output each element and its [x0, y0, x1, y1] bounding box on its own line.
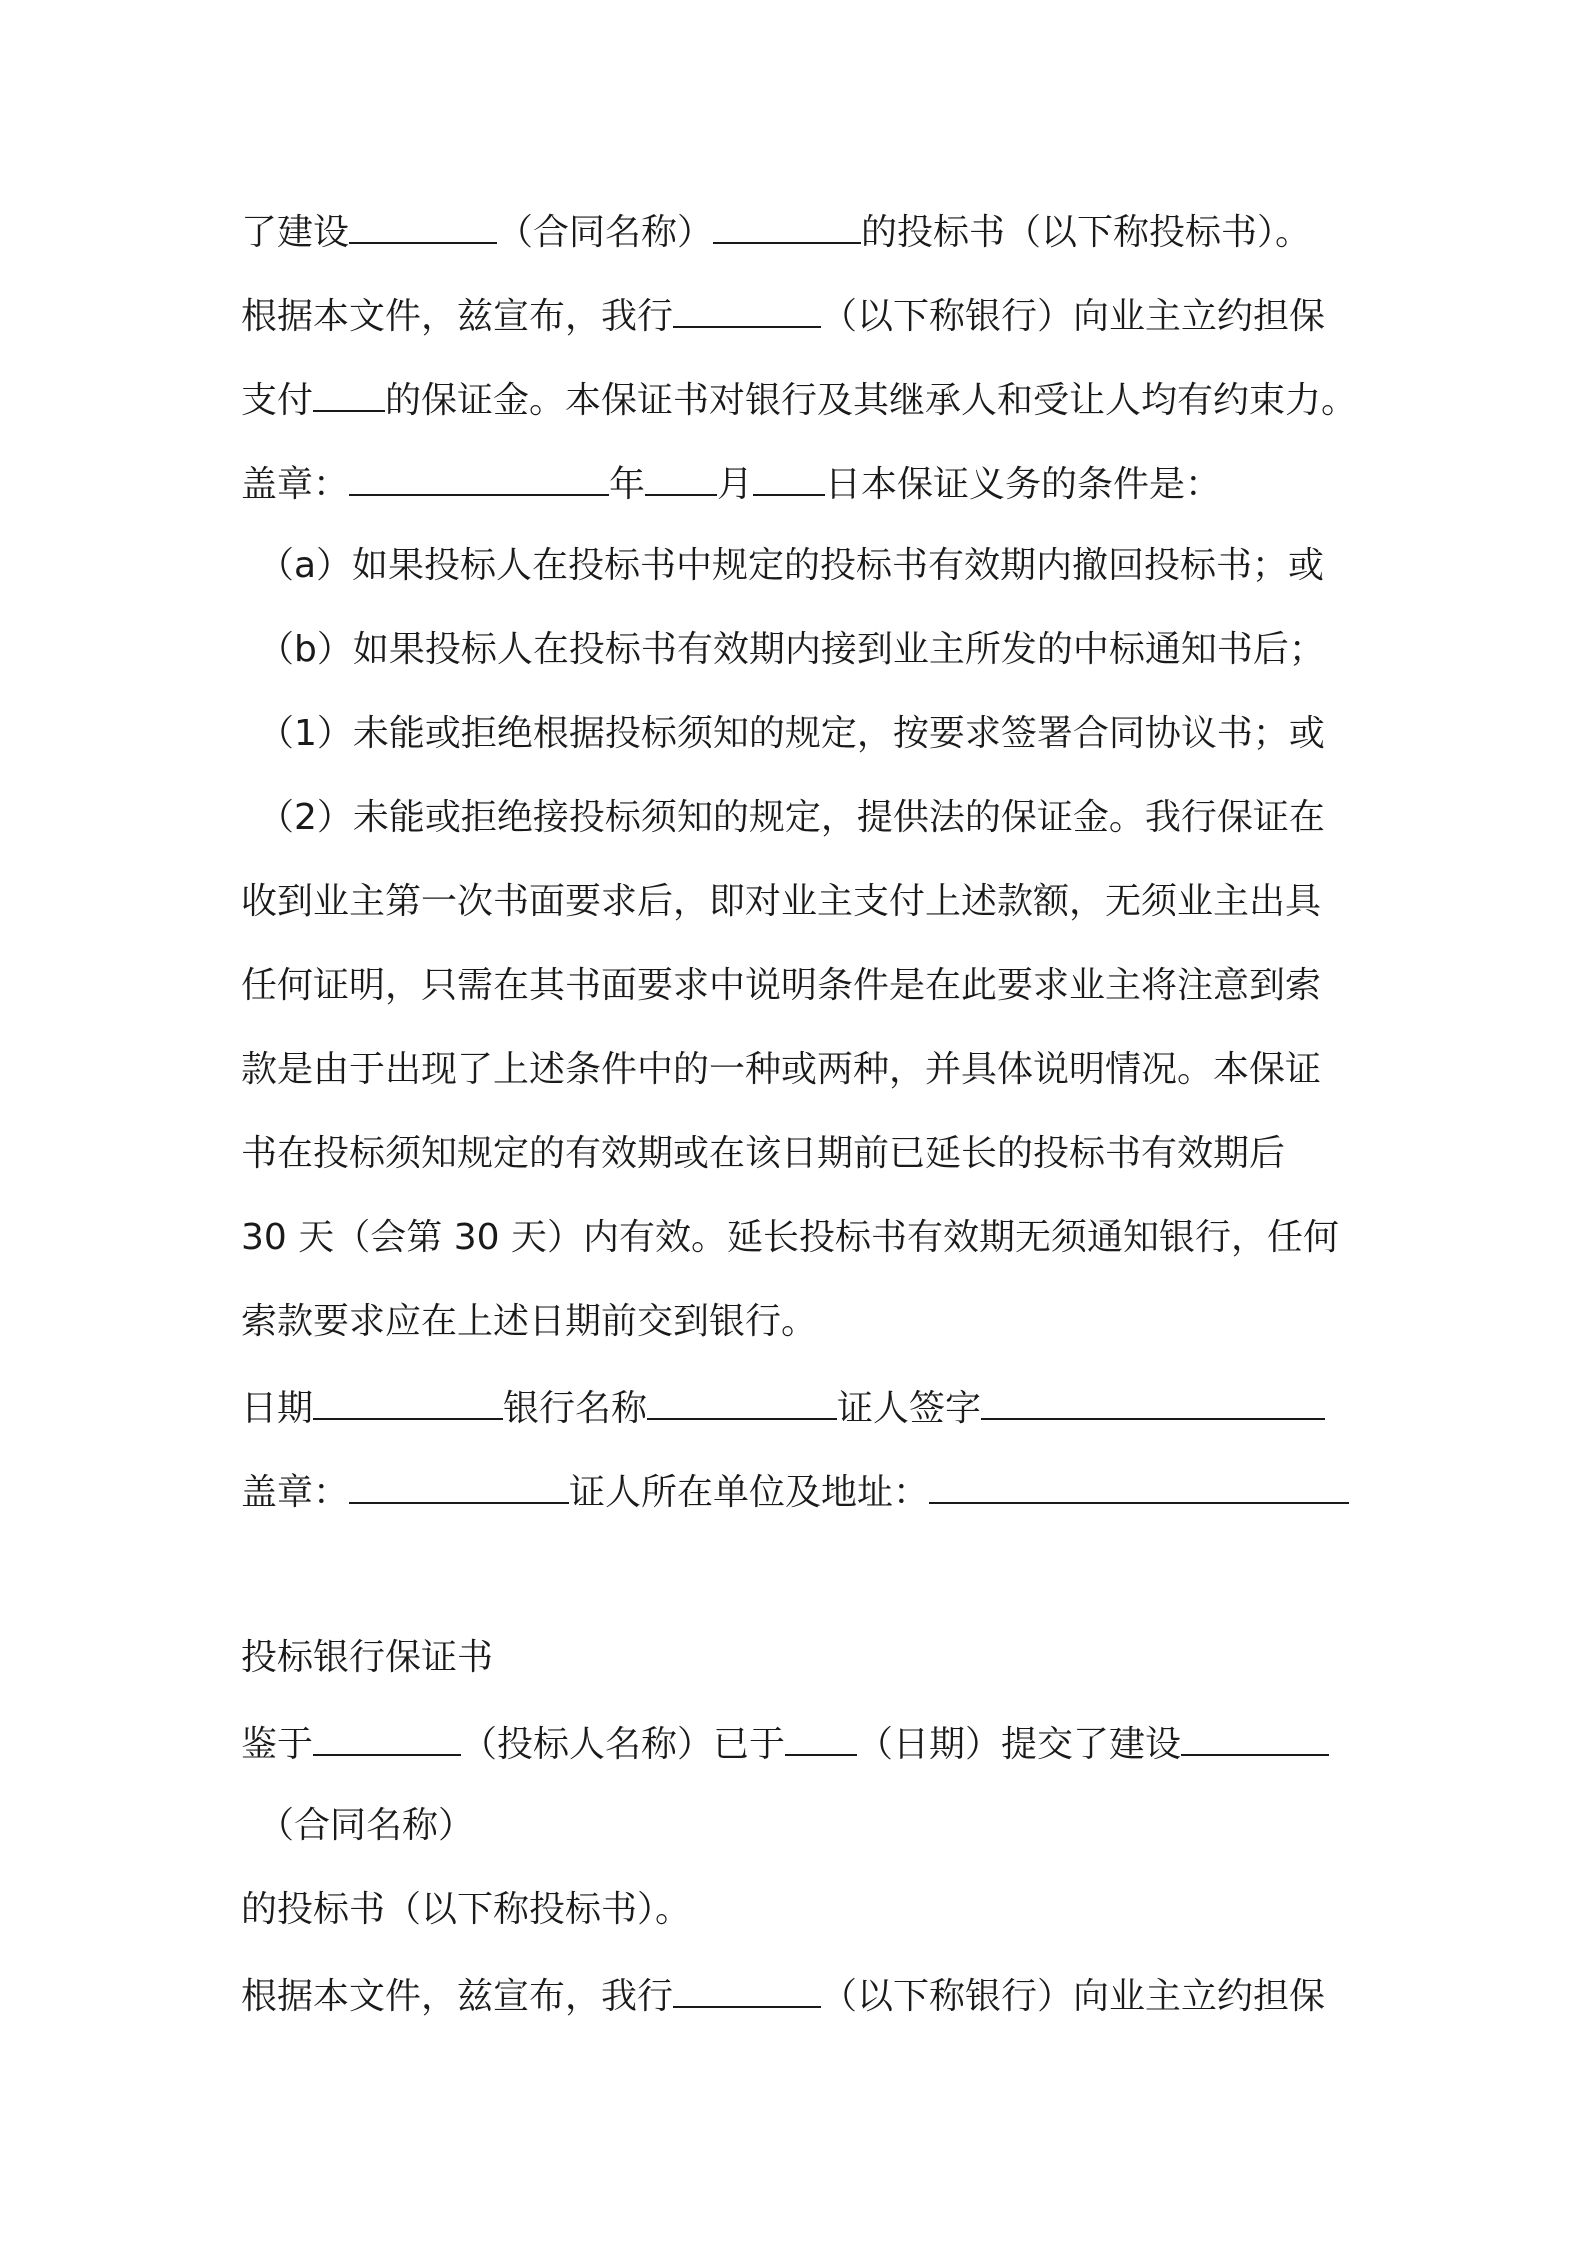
fill-blank	[713, 208, 861, 244]
text-segment: 证人所在单位及地址：	[569, 1472, 930, 1513]
text-segment: 盖章：	[241, 1472, 350, 1513]
text-line	[241, 376, 1381, 420]
text-line: 任何证明，只需在其书面要求中说明条件是在此要求业主将注意到索	[241, 965, 1322, 1006]
text-line: （2）未能或拒绝接投标须知的规定，提供法的保证金。我行保证在	[258, 797, 1325, 838]
section-heading: 投标银行保证书	[241, 1637, 494, 1678]
text-segment: （日期）提交了建设	[857, 1724, 1182, 1765]
text-segment: 根据本文件，兹宣布，我行	[241, 296, 674, 337]
fill-blank	[313, 1720, 461, 1756]
text-line: （a）如果投标人在投标书中规定的投标书有效期内撤回投标书；或	[258, 545, 1325, 586]
text-segment: 支付	[241, 380, 314, 421]
fill-blank	[647, 1384, 837, 1420]
fill-blank	[349, 1468, 569, 1504]
text-segment: 盖章：	[241, 464, 350, 505]
fill-blank	[929, 1468, 1349, 1504]
text-segment: 的投标书（以下称投标书）。	[861, 212, 1312, 253]
text-line: （1）未能或拒绝根据投标须知的规定，按要求签署合同协议书；或	[258, 713, 1325, 754]
text-segment: 日本保证义务的条件是：	[825, 464, 1222, 505]
text-segment: （合同名称）	[497, 212, 714, 253]
fill-blank	[673, 292, 821, 328]
text-segment: （以下称银行）向业主立约担保	[821, 1976, 1326, 2017]
fill-blank	[1181, 1720, 1329, 1756]
text-line	[241, 1972, 1381, 2016]
text-line: 索款要求应在上述日期前交到银行。	[241, 1301, 818, 1342]
text-segment: 证人签字	[837, 1388, 982, 1429]
fill-blank	[349, 460, 609, 496]
text-segment: 的保证金。本保证书对银行及其继承人和受让人均有约束力。	[385, 380, 1358, 421]
text-segment: 银行名称	[503, 1388, 648, 1429]
text-line: （b）如果投标人在投标书有效期内接到业主所发的中标通知书后；	[258, 629, 1325, 670]
text-line: 书在投标须知规定的有效期或在该日期前已延长的投标书有效期后	[241, 1133, 1286, 1174]
text-segment: 年	[609, 464, 646, 505]
fill-blank	[349, 208, 497, 244]
text-line: 30 天（会第 30 天）内有效。延长投标书有效期无须通知银行，任何	[241, 1217, 1339, 1258]
text-line	[241, 1720, 1381, 1764]
text-segment: 鉴于	[241, 1724, 314, 1765]
text-line	[241, 1468, 1381, 1512]
text-line	[241, 460, 1381, 504]
text-line	[241, 208, 1381, 252]
text-segment: 月	[717, 464, 754, 505]
text-segment: 了建设	[241, 212, 350, 253]
text-line	[241, 292, 1381, 336]
fill-blank	[313, 1384, 503, 1420]
fill-blank	[981, 1384, 1325, 1420]
text-segment: 日期	[241, 1388, 314, 1429]
fill-blank	[645, 460, 717, 496]
text-segment: 根据本文件，兹宣布，我行	[241, 1976, 674, 2017]
text-segment: （投标人名称）已于	[461, 1724, 786, 1765]
text-line: （合同名称）	[258, 1805, 475, 1846]
text-line: 的投标书（以下称投标书）。	[241, 1889, 692, 1930]
fill-blank	[673, 1972, 821, 2008]
fill-blank	[313, 376, 385, 412]
text-segment: （以下称银行）向业主立约担保	[821, 296, 1326, 337]
text-line: 收到业主第一次书面要求后，即对业主支付上述款额，无须业主出具	[241, 881, 1322, 922]
fill-blank	[753, 460, 825, 496]
text-line: 款是由于出现了上述条件中的一种或两种，并具体说明情况。本保证	[241, 1049, 1322, 1090]
text-line	[241, 1384, 1381, 1428]
fill-blank	[785, 1720, 857, 1756]
